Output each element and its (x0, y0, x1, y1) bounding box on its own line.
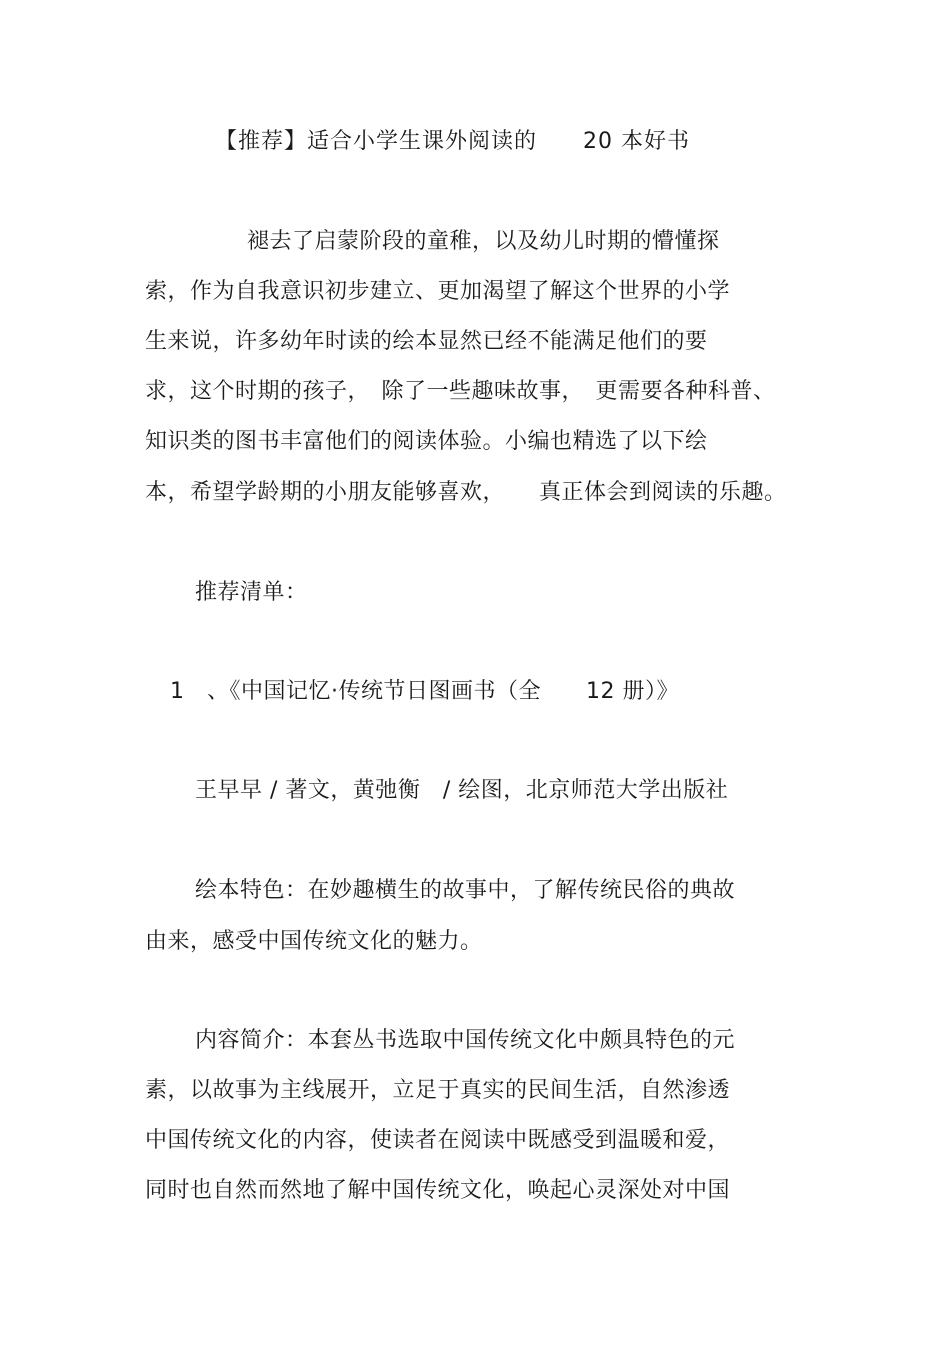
book-1-summary-line-3: 中国传统文化的内容，使读者在阅读中既感受到温暖和爱， (145, 1128, 731, 1153)
intro-line-6: 本，希望学龄期的小朋友能够喜欢， 真正体会到阅读的乐趣。 (145, 480, 787, 505)
book-1-title: 1 、《中国记忆·传统节日图画书（全 12 册）》 (170, 679, 679, 704)
list-heading: 推荐清单： (195, 580, 308, 605)
document-title: 【推荐】适合小学生课外阅读的 20 本好书 (215, 129, 690, 154)
book-1-summary-line-1: 内容简介：本套丛书选取中国传统文化中颇具特色的元 (195, 1028, 736, 1053)
book-1-summary-line-4: 同时也自然而然地了解中国传统文化，唤起心灵深处对中国 (145, 1178, 731, 1203)
intro-line-3: 生来说，许多幼年时读的绘本显然已经不能满足他们的要 (145, 329, 708, 354)
book-1-features-line-1: 绘本特色：在妙趣横生的故事中，了解传统民俗的典故 (195, 878, 736, 903)
intro-line-4: 求，这个时期的孩子， 除了一些趣味故事， 更需要各种科普、 (145, 379, 776, 404)
intro-line-2: 索，作为自我意识初步建立、更加渴望了解这个世界的小学 (145, 279, 731, 304)
intro-line-5: 知识类的图书丰富他们的阅读体验。小编也精选了以下绘 (145, 429, 708, 454)
book-1-features-line-2: 由来，感受中国传统文化的魅力。 (145, 929, 483, 954)
intro-line-1: 褪去了启蒙阶段的童稚，以及幼儿时期的懵懂探 (247, 229, 720, 254)
book-1-authors: 王早早 / 著文，黄弛衡 / 绘图，北京师范大学出版社 (195, 778, 729, 803)
book-1-summary-line-2: 素，以故事为主线展开，立足于真实的民间生活，自然渗透 (145, 1078, 731, 1103)
